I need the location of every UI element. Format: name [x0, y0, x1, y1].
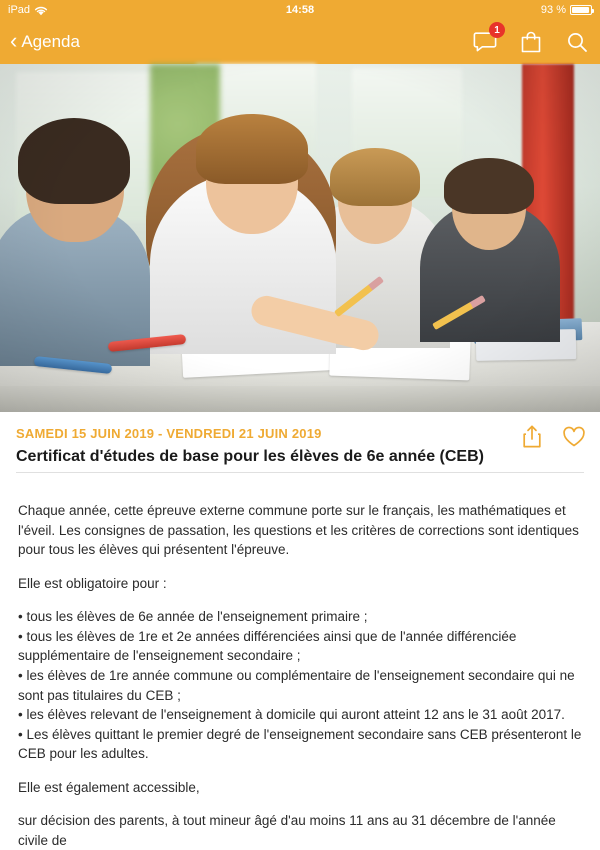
back-button-label: Agenda: [21, 32, 80, 51]
search-button[interactable]: [564, 29, 590, 55]
event-dates: SAMEDI 15 JUIN 2019 - VENDREDI 21 JUIN 2019: [16, 426, 322, 441]
paragraph-cutoff: sur décision des parents, à tout mineur âgé d'au moins 11 ans au 31 décembre de l'année civile de: [18, 813, 556, 848]
event-title: Certificat d'études de base pour les élèves de 6e année (CEB): [16, 448, 484, 465]
status-bar-clock: 14:58: [285, 4, 315, 16]
battery-icon: [570, 5, 592, 15]
heart-icon: [562, 426, 586, 448]
list-item: • Les élèves quittant le premier degré de l'enseignement secondaire sans CEB présenteront le CEB pour les adultes.: [18, 726, 582, 762]
back-button[interactable]: [10, 28, 80, 53]
list-item: • les élèves de 1re année commune ou complémentaire de l'enseignement secondaire qui ne sont pas titulaires du CEB ;: [18, 667, 575, 703]
event-description: [0, 483, 600, 848]
list-item: • tous les élèves de 6e année de l'enseignement primaire ;: [18, 609, 368, 625]
mandatory-list: [18, 607, 582, 764]
messages-badge: 1: [489, 22, 505, 38]
navigation-actions: [472, 24, 590, 55]
share-button[interactable]: [520, 424, 544, 450]
paragraph-mandatory: Elle est obligatoire pour :: [18, 575, 167, 591]
list-item: • tous les élèves de 1re et 2e années différenciées ainsi que de l'année différenciée supplémentaire de l'enseignement secondaire ;: [18, 628, 517, 664]
status-bar-left: [8, 4, 48, 16]
battery-percentage: 93 %: [540, 4, 566, 16]
navigation-bar: [0, 20, 600, 64]
paragraph-accessible: Elle est également accessible,: [18, 779, 200, 795]
messages-button[interactable]: [472, 24, 500, 55]
event-actions: [520, 424, 586, 450]
status-bar-right: [541, 4, 592, 16]
search-icon: [566, 31, 588, 53]
list-item: • les élèves relevant de l'enseignement à domicile qui auront atteint 12 ans le 31 août 2017.: [18, 707, 565, 723]
header-divider: [16, 472, 584, 473]
status-bar: [0, 0, 600, 20]
event-hero-image: [0, 64, 600, 412]
cart-button[interactable]: [518, 29, 544, 55]
paragraph-intro: Chaque année, cette épreuve externe commune porte sur le français, les mathématiques et l'éveil. Les consignes de passation, les questions et les critères de corrections sont identiques pour tous les élèves qui présentent l'épreuve.: [18, 503, 579, 558]
shopping-bag-icon: [520, 30, 542, 54]
wifi-icon: [34, 5, 48, 16]
favorite-button[interactable]: [562, 424, 586, 450]
chevron-left-icon: ‹: [10, 28, 18, 53]
share-icon: [522, 425, 542, 449]
device-label: iPad: [8, 4, 31, 16]
event-header: [0, 412, 600, 483]
